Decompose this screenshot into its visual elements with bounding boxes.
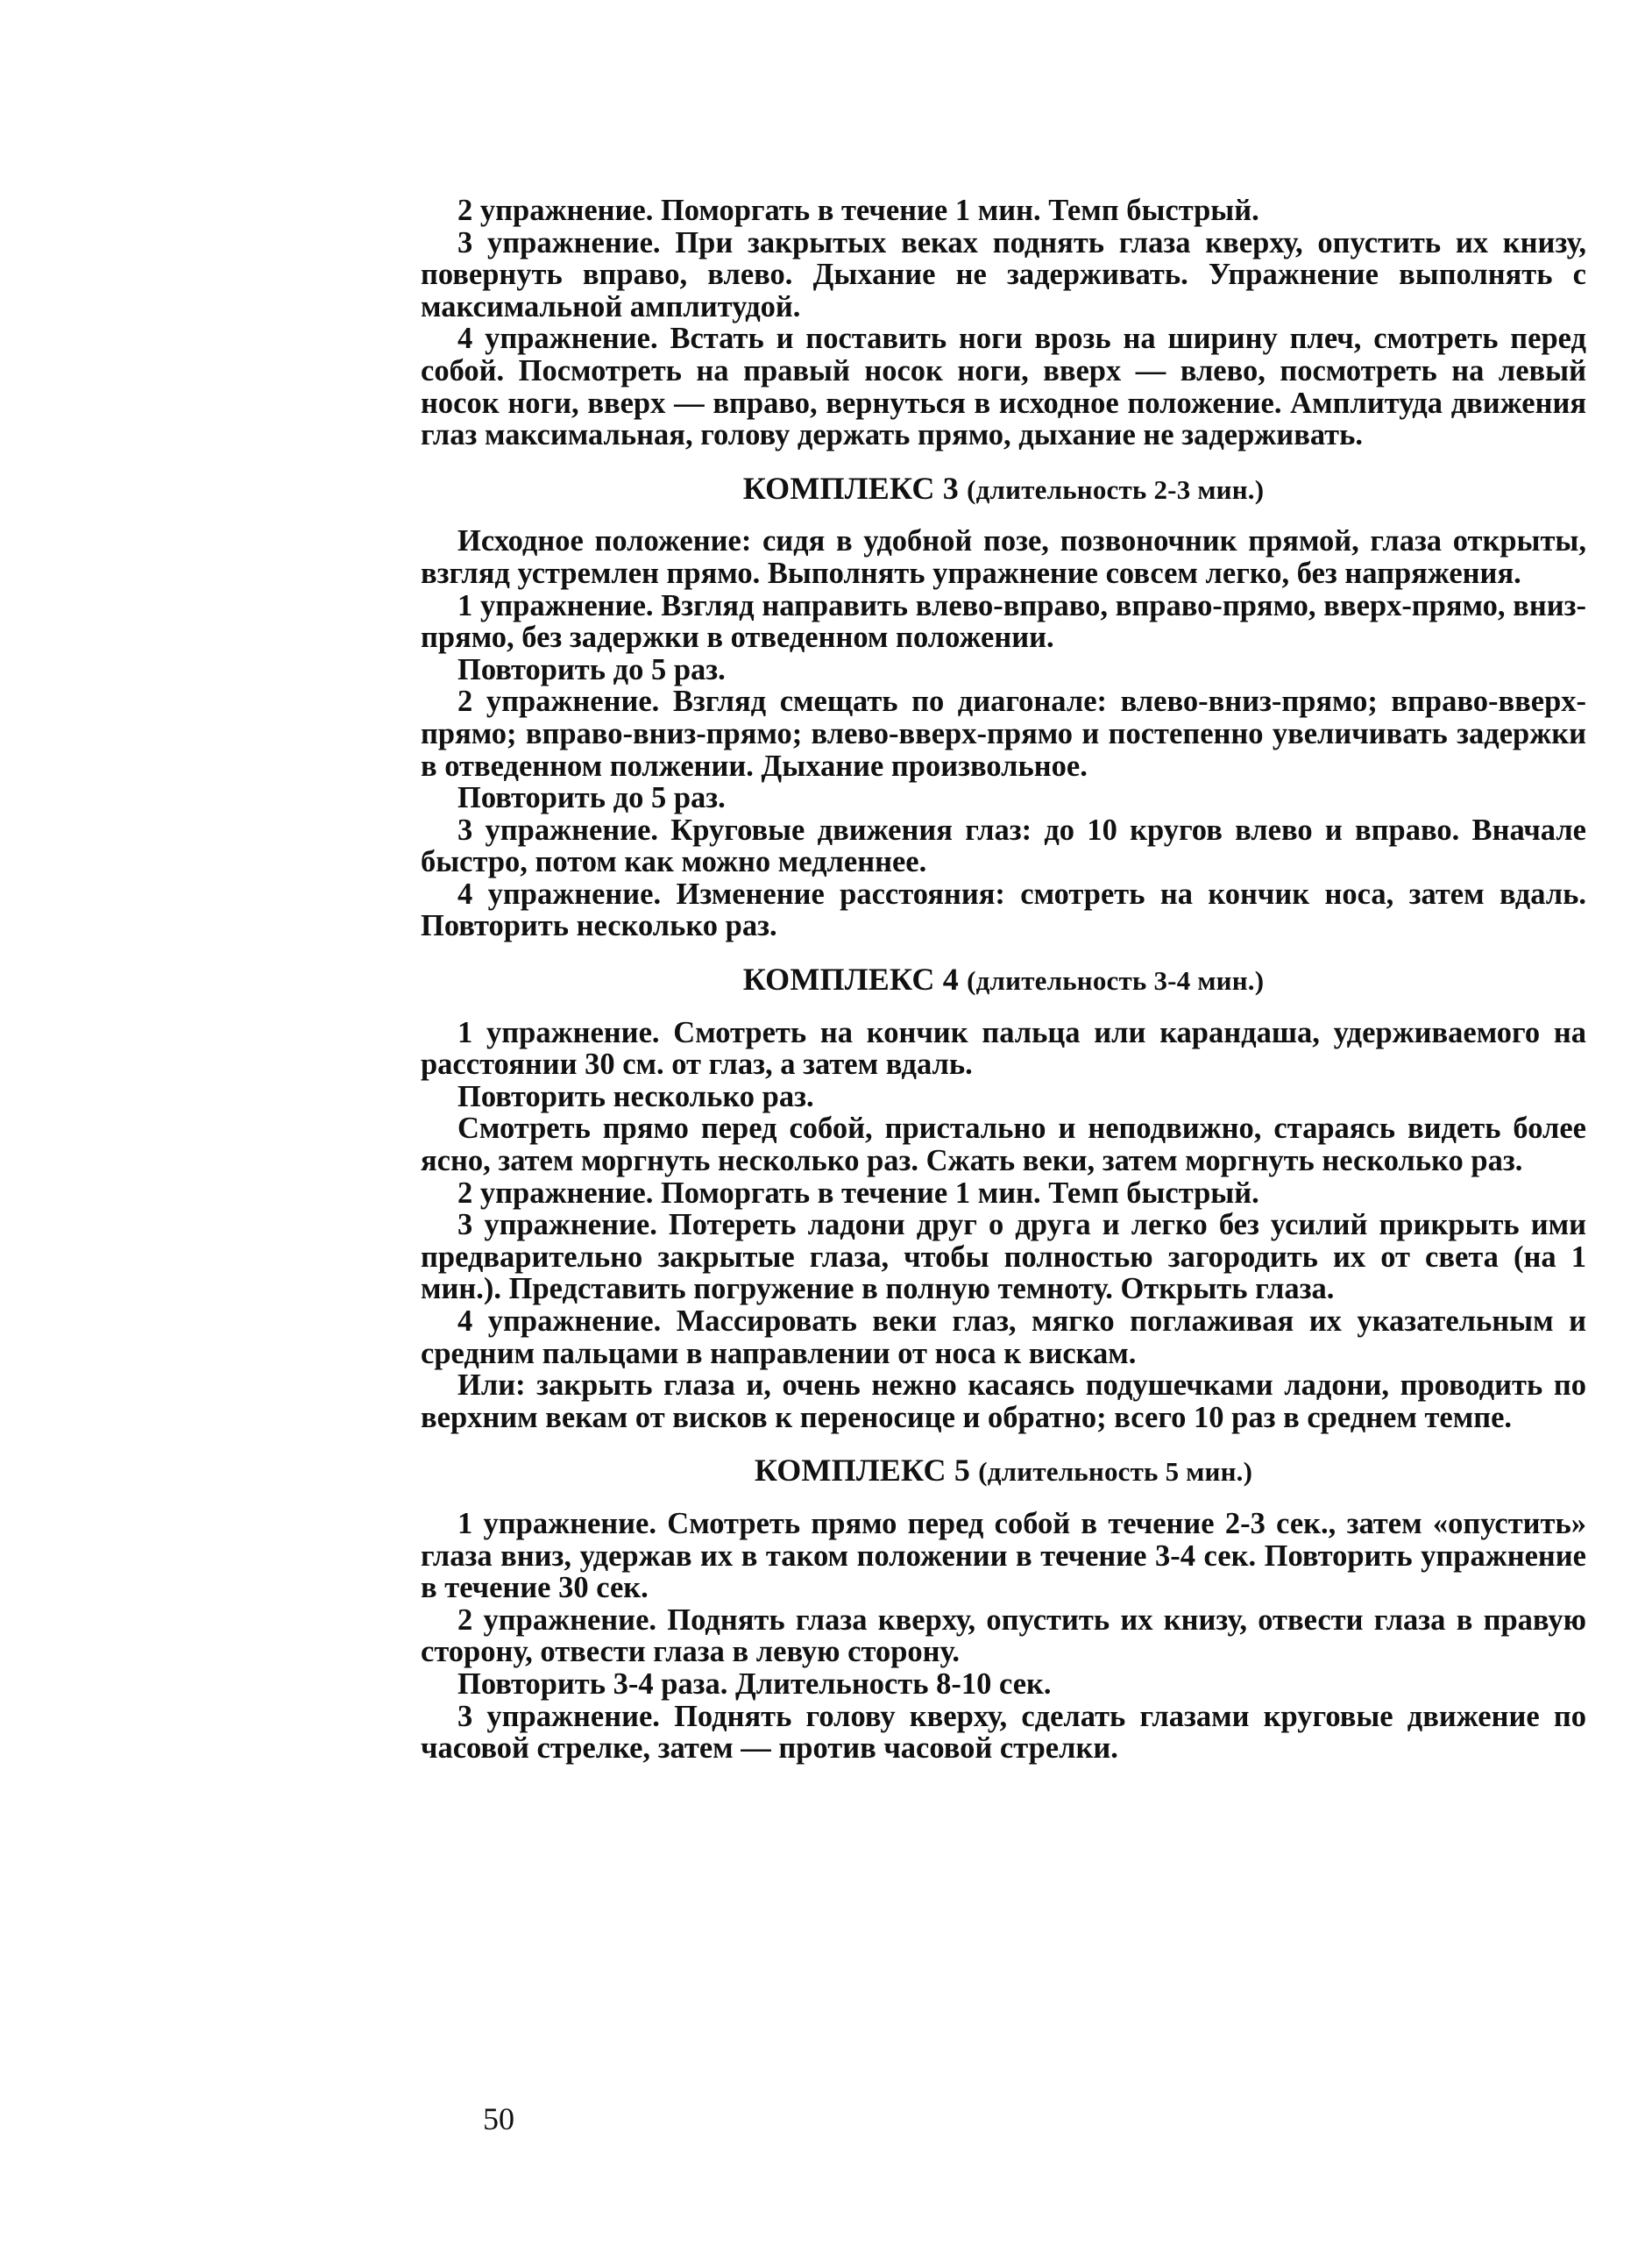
complex-4-paragraph: 4 упражнение. Массировать веки глаз, мягко поглаживая их указательным и средним пальцами в направлении от носа к вискам. [421,1304,1586,1370]
complex-5-paragraph: 1 упражнение. Смотреть прямо перед собой в течение 2-3 сек., затем «опустить» глаза вниз, удержав их в таком положении в течение 3-4 сек. Повторить упражнение в течение 30 сек. [421,1506,1586,1605]
complex-4-heading [421,963,1586,998]
complex-5-heading [421,1454,1586,1489]
complex-3-paragraph: 1 упражнение. Взгляд направить влево-вправо, вправо-прямо, вверх-прямо, вниз-прямо, без задержки в отведенном положении. [421,588,1586,655]
complex-4-paragraph: Повторить несколько раз. [457,1079,814,1113]
complex-3-paragraph: Повторить до 5 раз. [457,652,726,686]
complex-4-paragraph: Смотреть прямо перед собой, пристально и неподвижно, стараясь видеть более ясно, затем моргнуть несколько раз. Сжать веки, затем моргнуть несколько раз. [421,1112,1586,1178]
complex-5-paragraph: 3 упражнение. Поднять голову кверху, сделать глазами круговые движение по часовой стрелке, затем — против часовой стрелки. [421,1699,1586,1766]
intro-paragraph: 2 упражнение. Поморгать в течение 1 мин. Темп быстрый. [457,194,1259,227]
complex-4-paragraph: 3 упражнение. Потереть ладони друг о друга и легко без усилий прикрыть ими предварительно закрытые глаза, чтобы полностью загородить их от света (на 1 мин.). Представить погружение в полную темноту. Открыть глаза. [421,1208,1586,1306]
complex-3-paragraph: Исходное положение: сидя в удобной позе, позвоночник прямой, глаза открыты, взгляд устремлен прямо. Выполнять упражнение совсем легко, без напряжения. [421,524,1586,590]
complex-5-title: КОМПЛЕКС 5 [754,1453,971,1489]
complex-3-heading [421,470,1586,507]
complex-3-paragraph: Повторить до 5 раз. [457,781,726,815]
complex-4-paragraph: 1 упражнение. Смотреть на кончик пальца или карандаша, удерживаемого на расстоянии 30 см. от глаз, а затем вдаль. [421,1015,1586,1082]
complex-3-paragraph: 3 упражнение. Круговые движения глаз: до 10 кругов влево и вправо. Вначале быстро, потом как можно медленнее. [421,813,1586,879]
complex-4-paragraph: 2 упражнение. Поморгать в течение 1 мин. Темп быстрый. [457,1176,1259,1210]
intro-paragraph: 4 упражнение. Встать и поставить ноги врозь на ширину плеч, смотреть перед собой. Посмотреть на правый носок ноги, вверх — влево, посмотреть на левый носок ноги, вверх — вправо, вернуться в исходное положение. Амплитуда движения глаз максимальная, голову держать прямо, дыхание не задерживать. [421,322,1586,452]
complex-3-duration: (длительность 2-3 мин.) [967,473,1265,505]
main-text [421,195,1586,1765]
complex-5-duration: (длительность 5 мин.) [978,1456,1253,1488]
complex-3-paragraph: 4 упражнение. Изменение расстояния: смотреть на кончик носа, затем вдаль. Повторить несколько раз. [421,877,1586,943]
complex-5-paragraph: Повторить 3-4 раза. Длительность 8-10 сек. [457,1666,1052,1701]
complex-3-title: КОМПЛЕКС 3 [742,470,959,506]
complex-4-paragraph: Или: закрыть глаза и, очень нежно касаясь подушечками ладони, проводить по верхним векам от висков к переносице и обратно; всего 10 раз в среднем темпе. [421,1368,1586,1434]
page-number: 50 [483,2101,514,2136]
complex-4-duration: (длительность 3-4 мин.) [967,965,1265,997]
complex-3-paragraph: 2 упражнение. Взгляд смещать по диагонале: влево-вниз-прямо; вправо-вверх-прямо; вправо-вниз-прямо; влево-вверх-прямо и постепенно увеличивать задержки в отведенном полжении. Дыхание произвольное. [421,685,1586,783]
complex-5-paragraph: 2 упражнение. Поднять глаза кверху, опустить их книзу, отвести глаза в правую сторону, отвести глаза в левую сторону. [421,1603,1586,1669]
complex-4-title: КОМПЛЕКС 4 [742,962,959,998]
intro-paragraph: 3 упражнение. При закрытых веках поднять глаза кверху, опустить их книзу, повернуть вправо, влево. Дыхание не задерживать. Упражнение выполнять с максимальной амплитудой. [421,225,1586,323]
